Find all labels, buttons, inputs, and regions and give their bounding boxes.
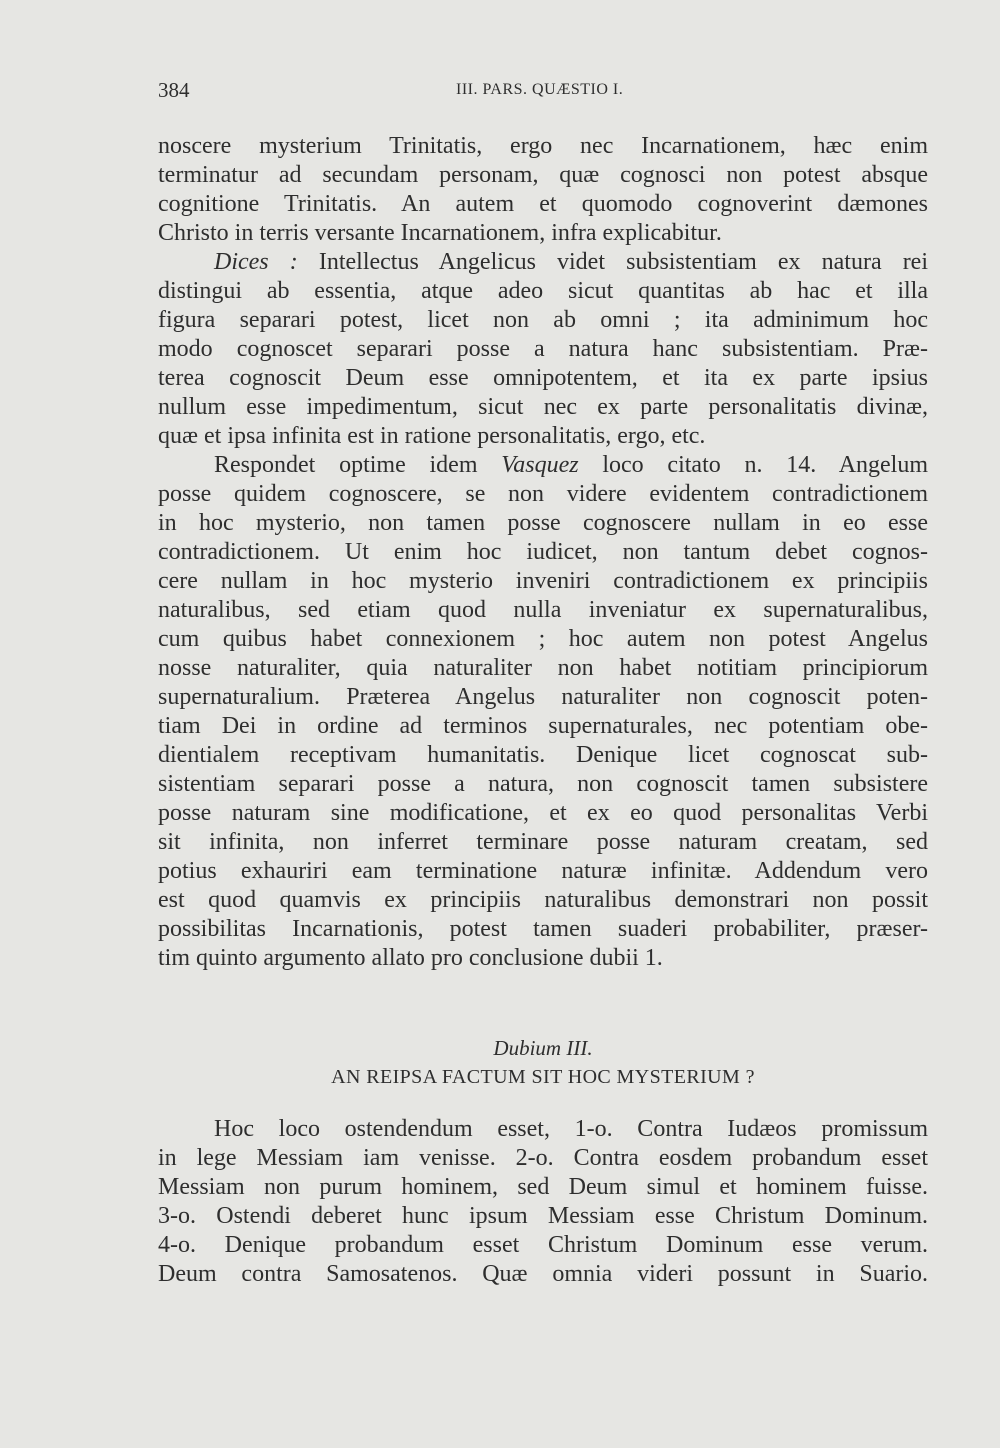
text-line: in lege Messiam iam venisse. 2-o. Contra eosdem probandum esset bbox=[158, 1145, 928, 1171]
text-line: Messiam non purum hominem, sed Deum simul et hominem fuisse. bbox=[158, 1174, 928, 1200]
italic-lead: Dices : bbox=[214, 249, 298, 275]
text-line: distingui ab essentia, atque adeo sicut quantitas ab hac et illa bbox=[158, 278, 928, 304]
text-line: est quod quamvis ex principiis naturalibus demonstrari non possit bbox=[158, 887, 928, 913]
page-number: 384 bbox=[158, 78, 190, 102]
body-text bbox=[158, 132, 929, 1287]
text-line: cere nullam in hoc mysterio inveniri contradictionem ex principiis bbox=[158, 568, 928, 594]
text-line: 3-o. Ostendi deberet hunc ipsum Messiam esse Christum Dominum. bbox=[158, 1203, 928, 1229]
text-line: sit infinita, non inferret terminare posse naturam creatam, sed bbox=[158, 829, 928, 855]
text-line: in hoc mysterio, non tamen posse cognoscere nullam in eo esse bbox=[158, 510, 928, 536]
paragraph-3 bbox=[158, 451, 928, 973]
text-run: loco citato n. 14. Angelum bbox=[578, 452, 929, 478]
text-line: Deum contra Samosatenos. Quæ omnia videri possunt in Suario. bbox=[158, 1261, 928, 1287]
text-run: Respondet optime idem bbox=[214, 452, 502, 478]
text-line bbox=[158, 451, 928, 480]
text-line: dientialem receptivam humanitatis. Denique licet cognoscat sub- bbox=[158, 742, 928, 768]
section-question: AN REIPSA FACTUM SIT HOC MYSTERIUM ? bbox=[331, 1066, 755, 1088]
text-run: Intellectus Angelicus videt subsistentiam ex natura rei bbox=[297, 249, 929, 275]
paragraph-4 bbox=[158, 1115, 928, 1289]
text-line: tiam Dei in ordine ad terminos supernaturales, nec potentiam obe- bbox=[158, 713, 928, 739]
text-line: potius exhauriri eam terminatione naturæ infinitæ. Addendum vero bbox=[158, 858, 928, 884]
text-line: Christo in terris versante Incarnationem, infra explicabitur. bbox=[158, 220, 722, 246]
italic-author: Vasquez bbox=[501, 452, 579, 478]
page-header bbox=[158, 78, 928, 108]
paragraph-2 bbox=[158, 248, 928, 451]
text-line: noscere mysterium Trinitatis, ergo nec Incarnationem, hæc enim bbox=[158, 133, 928, 159]
paragraph-1 bbox=[158, 132, 928, 248]
text-line: cognitione Trinitatis. An autem et quomodo cognoverint dæmones bbox=[158, 191, 928, 217]
text-line: terminatur ad secundam personam, quæ cognosci non potest absque bbox=[158, 162, 928, 188]
text-line: figura separari potest, licet non ab omni ; ita adminimum hoc bbox=[158, 307, 928, 333]
text-line: nosse naturaliter, quia naturaliter non habet notitiam principiorum bbox=[158, 655, 928, 681]
text-line: 4-o. Denique probandum esset Christum Dominum esse verum. bbox=[158, 1232, 928, 1258]
text-line: quæ et ipsa infinita est in ratione personalitatis, ergo, etc. bbox=[158, 423, 706, 449]
text-line: posse naturam sine modificatione, et ex eo quod personalitas Verbi bbox=[158, 800, 928, 826]
text-line: tim quinto argumento allato pro conclusione dubii 1. bbox=[158, 945, 663, 971]
text-line: naturalibus, sed etiam quod nulla inveniatur ex supernaturalibus, bbox=[158, 597, 928, 623]
text-line: nullum esse impedimentum, sicut nec ex parte personalitatis divinæ, bbox=[158, 394, 928, 420]
section-title: Dubium III. bbox=[493, 1036, 593, 1060]
text-line: sistentiam separari posse a natura, non cognoscit tamen subsistere bbox=[158, 771, 928, 797]
running-head: III. PARS. QUÆSTIO I. bbox=[456, 81, 624, 98]
text-line: supernaturalium. Præterea Angelus naturaliter non cognoscit poten- bbox=[158, 684, 928, 710]
text-line: possibilitas Incarnationis, potest tamen suaderi probabiliter, præser- bbox=[158, 916, 928, 942]
text-line: modo cognoscet separari posse a natura hanc subsistentiam. Præ- bbox=[158, 336, 928, 362]
text-line: contradictionem. Ut enim hoc iudicet, non tantum debet cognos- bbox=[158, 539, 928, 565]
text-line bbox=[158, 248, 928, 277]
text-line: Hoc loco ostendendum esset, 1-o. Contra Iudæos promissum bbox=[214, 1116, 928, 1142]
text-line: cum quibus habet connexionem ; hoc autem non potest Angelus bbox=[158, 626, 928, 652]
text-line: posse quidem cognoscere, se non videre evidentem contradictionem bbox=[158, 481, 928, 507]
text-line: terea cognoscit Deum esse omnipotentem, et ita ex parte ipsius bbox=[158, 365, 928, 391]
